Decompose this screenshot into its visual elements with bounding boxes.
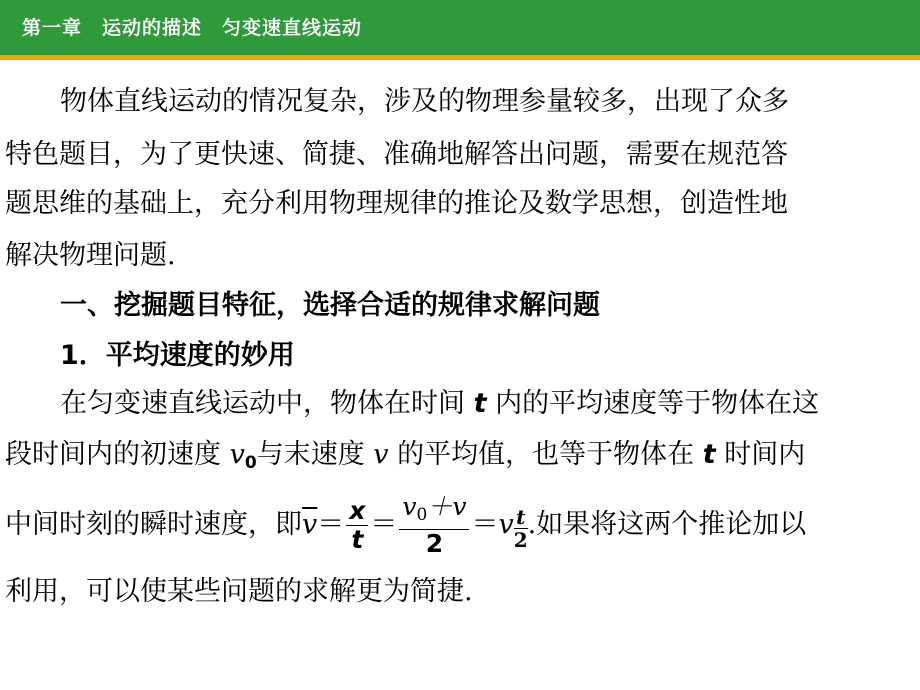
time-variable: t	[473, 388, 487, 419]
fraction-numerator: t	[516, 505, 526, 529]
subscript: 0	[244, 453, 257, 473]
v-bar-symbol: $\overline{v}$	[302, 509, 318, 540]
fraction-denominator: 2	[399, 529, 469, 558]
equals-sign: ＝	[317, 509, 345, 540]
final-velocity-symbol: v	[373, 439, 389, 470]
fraction-v0-plus-v-over-2	[399, 493, 469, 558]
initial-velocity-symbol	[229, 439, 257, 473]
plus-v: ＋v	[427, 492, 467, 521]
average-velocity-formula	[302, 492, 528, 558]
text-segment: .如果将这两个推论加以	[527, 509, 807, 540]
subscript-t-over-2	[514, 506, 528, 551]
time-variable: t	[702, 439, 716, 470]
paragraph2-line1	[0, 384, 920, 424]
text-segment: 的平均值，也等于物体在	[388, 439, 703, 470]
fraction-x-over-t	[346, 497, 368, 554]
fraction-denominator: 2	[513, 528, 528, 552]
text-segment: 中间时刻的瞬时速度，即	[5, 509, 302, 540]
text-segment: 段时间内的初速度	[5, 439, 230, 470]
fraction-numerator	[399, 493, 469, 529]
paragraph1-line4: 解决物理问题.	[5, 240, 176, 271]
paragraph1-line2: 特色题目，为了更快速、简捷、准确地解答出问题，需要在规范答	[5, 139, 788, 170]
paragraph2-line2	[0, 435, 920, 475]
text-segment: 在匀变速直线运动中，物体在时间	[60, 388, 474, 419]
fraction-numerator: x	[349, 496, 366, 525]
subscript: 0	[416, 505, 428, 525]
text-segment: 内的平均速度等于物体在这	[486, 388, 820, 419]
slide-content	[0, 60, 920, 690]
text-segment: 时间内	[715, 439, 806, 470]
paragraph1-line3: 题思维的基础上，充分利用物理规律的推论及数学思想，创造性地	[5, 188, 788, 219]
section-heading: 一、挖掘题目特征，选择合适的规律求解问题	[60, 290, 600, 321]
text-segment: 与末速度	[256, 439, 374, 470]
chapter-title: 第一章 运动的描述 匀变速直线运动	[22, 17, 363, 39]
chapter-header-bar	[0, 0, 920, 55]
paragraph2-line3	[0, 490, 920, 560]
equals-sign: ＝	[370, 509, 398, 540]
v-symbol: v	[498, 509, 514, 540]
subsection-heading: 1．平均速度的妙用	[60, 340, 295, 371]
paragraph1-line1: 物体直线运动的情况复杂，涉及的物理参量较多，出现了众多	[60, 86, 789, 117]
fraction-denominator: t	[346, 525, 368, 554]
paragraph2-line4: 利用，可以使某些问题的求解更为简捷.	[5, 576, 473, 607]
v-symbol: v	[229, 439, 245, 470]
equals-sign: ＝	[471, 509, 499, 540]
v-symbol: v	[402, 492, 417, 521]
